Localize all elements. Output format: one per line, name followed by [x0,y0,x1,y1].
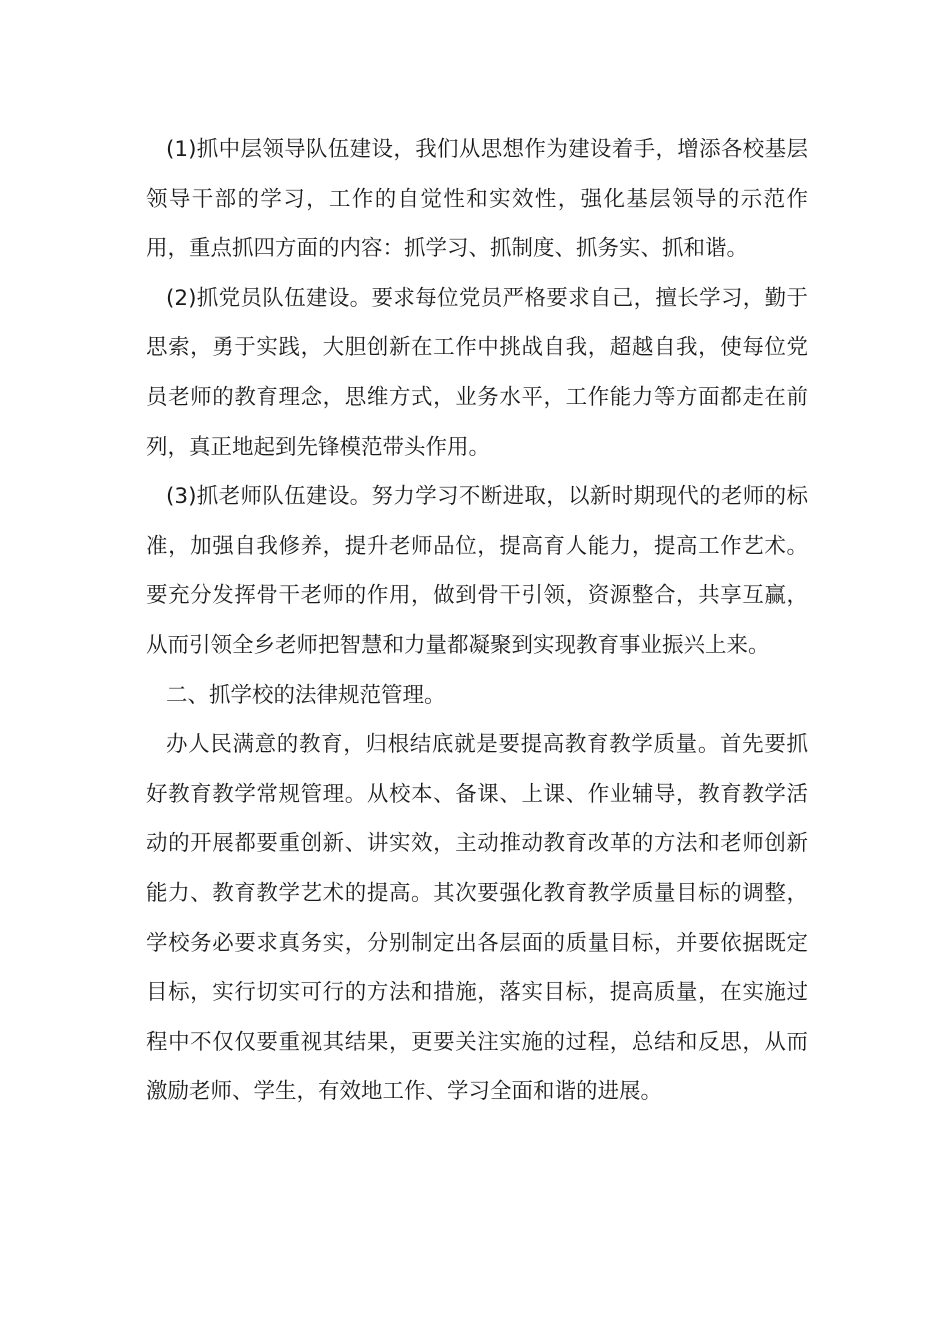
paragraph-teaching-quality: 办人民满意的教育，归根结底就是要提高教育教学质量。首先要抓好教育教学常规管理。从校本、备课、上课、作业辅导，教育教学活动的开展都要重创新、讲实效，主动推动教育改革的方法和老师创新能力、教育教学艺术的提高。其次要强化教育教学质量目标的调整，学校务必要求真务实，分别制定出各层面的质量目标，并要依据既定目标，实行切实可行的方法和措施，落实目标，提高质量，在实施过程中不仅仅要重视其结果，更要关注实施的过程，总结和反思，从而激励老师、学生，有效地工作、学习全面和谐的进展。 [146,732,808,1105]
paragraph-teacher-team: (3)抓老师队伍建设。努力学习不断进取，以新时期现代的老师的标准，加强自我修养，提升老师品位，提高育人能力，提高工作艺术。要充分发挥骨干老师的作用，做到骨干引领，资源整合，共享互赢，从而引领全乡老师把智慧和力量都凝聚到实现教育事业振兴上来。 [146,484,808,658]
paragraph-middle-leadership: (1)抓中层领导队伍建设，我们从思想作为建设着手，增添各校基层领导干部的学习，工作的自觉性和实效性，强化基层领导的示范作用，重点抓四方面的内容：抓学习、抓制度、抓务实、抓和谐。 [146,137,808,262]
section-heading-legal-management: 二、抓学校的法律规范管理。 [166,682,446,708]
paragraph-party-members: (2)抓党员队伍建设。要求每位党员严格要求自己，擅长学习，勤于思索，勇于实践，大胆创新在工作中挑战自我，超越自我，使每位党员老师的教育理念，思维方式，业务水平，工作能力等方面都走在前列，真正地起到先锋模范带头作用。 [146,285,808,460]
document-page [146,125,808,1117]
